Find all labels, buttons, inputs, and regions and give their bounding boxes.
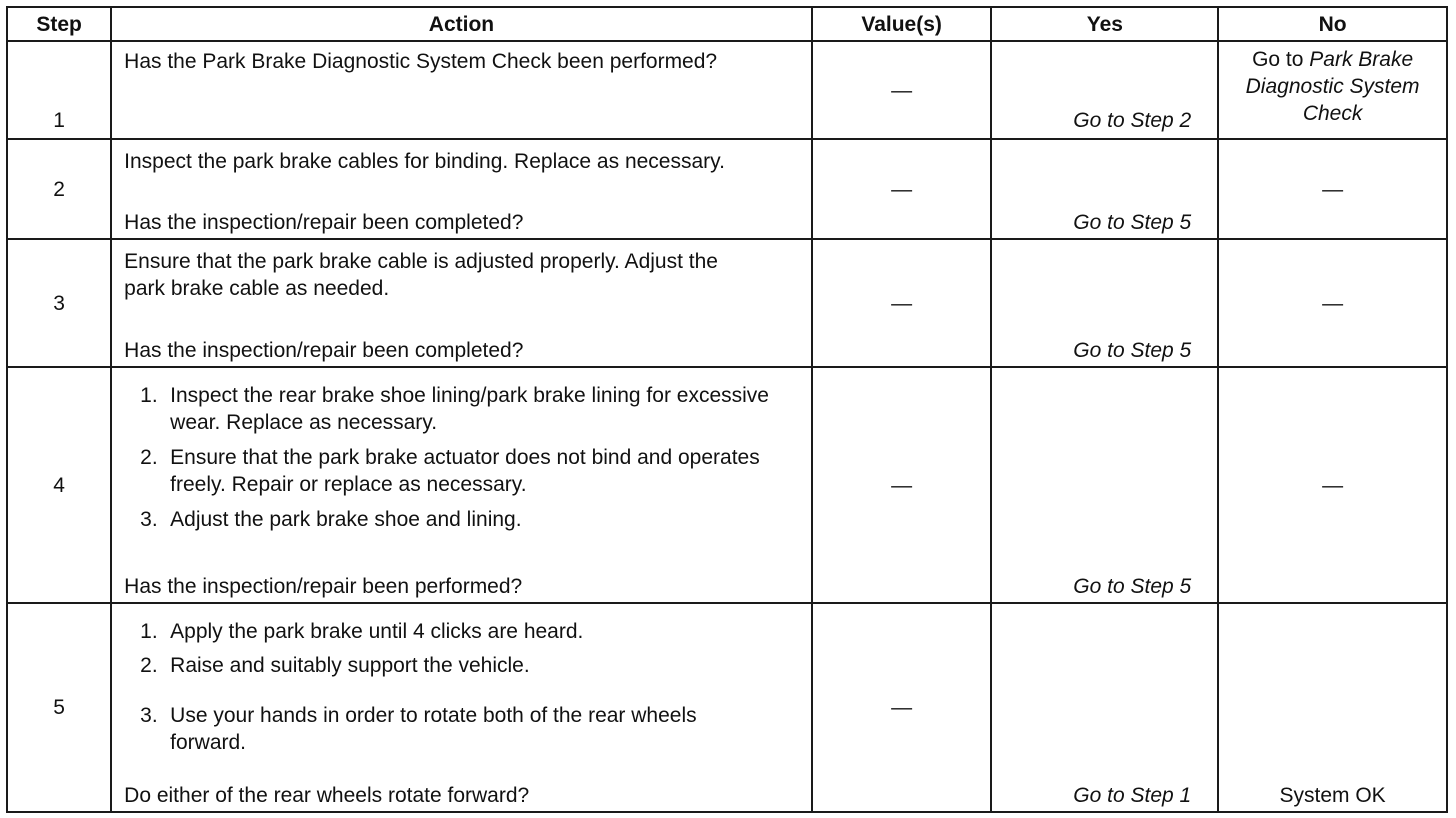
- value-dash: —: [891, 473, 913, 497]
- list-item-number: 3.: [140, 704, 158, 727]
- list-item: [140, 702, 801, 756]
- action-question: Do either of the rear wheels rotate forward?: [124, 784, 530, 807]
- table-row: [7, 139, 1447, 239]
- yes-goto-link[interactable]: Go to Step 5: [1073, 211, 1192, 234]
- header-values: Value(s): [812, 7, 992, 41]
- table-row: [7, 367, 1447, 603]
- step-number: 1: [53, 109, 65, 132]
- yes-cell: [991, 603, 1218, 812]
- action-text: Inspect the park brake cables for binding. Replace as necessary.: [124, 150, 725, 173]
- no-result: System OK: [1279, 784, 1386, 807]
- step-number: 3: [53, 291, 65, 315]
- list-item-text: Use your hands in order to rotate both of the rear wheels forward.: [170, 704, 697, 754]
- yes-cell: [991, 41, 1218, 139]
- step-number: 5: [53, 696, 65, 719]
- no-goto-target: Park Brake Diagnostic System Check: [1245, 48, 1420, 125]
- no-cell: [1218, 367, 1447, 603]
- value-cell: [812, 603, 992, 812]
- action-cell: [111, 139, 812, 239]
- yes-cell: [991, 239, 1218, 367]
- no-dash: —: [1322, 473, 1344, 497]
- action-question: Has the inspection/repair been completed?: [124, 339, 524, 362]
- action-steps-list: [140, 618, 801, 756]
- step-cell: [7, 603, 111, 812]
- yes-goto-link[interactable]: Go to Step 1: [1073, 784, 1192, 807]
- step-cell: [7, 41, 111, 139]
- action-question: Has the inspection/repair been completed?: [124, 211, 524, 234]
- list-item-number: 1.: [140, 620, 158, 643]
- diagnostic-table: [6, 6, 1448, 813]
- action-steps-list: [140, 382, 801, 533]
- yes-cell: [991, 139, 1218, 239]
- value-cell: [812, 367, 992, 603]
- list-item-number: 3.: [140, 508, 158, 531]
- yes-goto-link[interactable]: Go to Step 5: [1073, 339, 1192, 362]
- value-dash: —: [891, 291, 913, 315]
- no-dash: —: [1322, 177, 1344, 201]
- header-row: [7, 7, 1447, 41]
- header-no: No: [1218, 7, 1447, 41]
- header-action: Action: [111, 7, 812, 41]
- action-cell: [111, 239, 812, 367]
- step-number: 2: [53, 177, 65, 201]
- yes-goto-link[interactable]: Go to Step 5: [1073, 575, 1192, 598]
- list-item-text: Raise and suitably support the vehicle.: [170, 654, 530, 677]
- list-item: [140, 506, 801, 533]
- no-goto-link[interactable]: [1227, 46, 1438, 127]
- no-goto-prefix: Go to: [1252, 48, 1310, 71]
- action-text: Ensure that the park brake cable is adjusted properly. Adjust the park brake cable as needed.: [124, 250, 718, 300]
- action-question: Has the inspection/repair been performed?: [124, 575, 523, 598]
- list-item-number: 2.: [140, 446, 158, 469]
- action-cell: [111, 603, 812, 812]
- list-item: [140, 382, 801, 436]
- header-yes: Yes: [991, 7, 1218, 41]
- no-cell: [1218, 139, 1447, 239]
- action-cell: [111, 367, 812, 603]
- no-cell: [1218, 239, 1447, 367]
- list-item: [140, 444, 801, 498]
- action-cell: [111, 41, 812, 139]
- table-row: [7, 41, 1447, 139]
- header-step: Step: [7, 7, 111, 41]
- value-cell: [812, 239, 992, 367]
- step-cell: [7, 139, 111, 239]
- no-dash: —: [1322, 291, 1344, 315]
- value-cell: [812, 41, 992, 139]
- step-cell: [7, 239, 111, 367]
- yes-goto-link[interactable]: Go to Step 2: [1073, 109, 1192, 132]
- value-dash: —: [891, 177, 913, 201]
- yes-cell: [991, 367, 1218, 603]
- list-item-number: 2.: [140, 654, 158, 677]
- list-item-text: Adjust the park brake shoe and lining.: [170, 508, 522, 531]
- list-item-text: Ensure that the park brake actuator does not bind and operates freely. Repair or replace as necessary.: [170, 446, 760, 496]
- action-text: Has the Park Brake Diagnostic System Check been performed?: [124, 50, 718, 73]
- value-dash: —: [891, 78, 913, 102]
- no-cell: [1218, 603, 1447, 812]
- list-item-text: Inspect the rear brake shoe lining/park brake lining for excessive wear. Replace as necessary.: [170, 384, 769, 434]
- list-item-text: Apply the park brake until 4 clicks are heard.: [170, 620, 584, 643]
- list-item: [140, 652, 801, 679]
- list-item: [140, 618, 801, 645]
- step-cell: [7, 367, 111, 603]
- table-row: [7, 603, 1447, 812]
- step-number: 4: [53, 473, 65, 497]
- value-cell: [812, 139, 992, 239]
- value-dash: —: [891, 696, 913, 719]
- list-item-number: 1.: [140, 384, 158, 407]
- no-cell: [1218, 41, 1447, 139]
- table-row: [7, 239, 1447, 367]
